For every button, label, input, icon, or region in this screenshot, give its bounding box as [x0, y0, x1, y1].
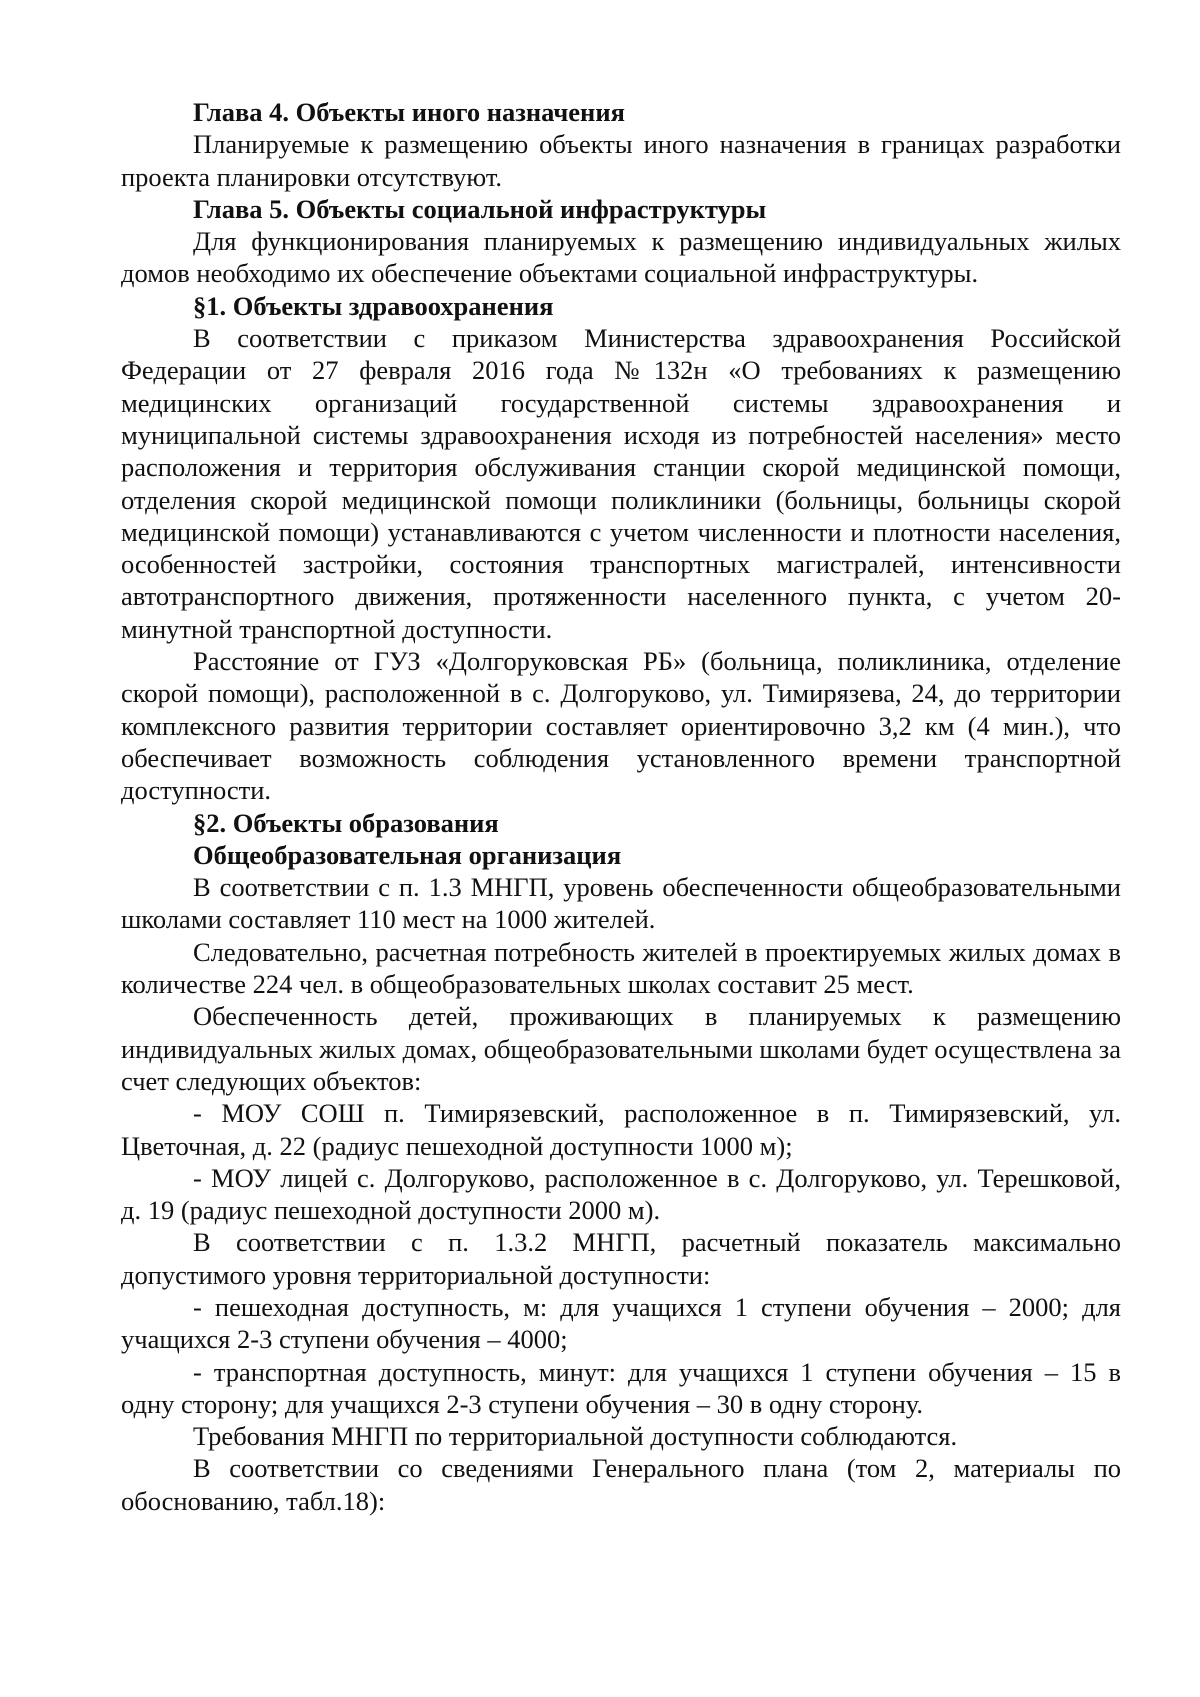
- subsection-heading: Общеобразовательная организация: [193, 839, 622, 870]
- section-1-paragraph-2: Расстояние от ГУЗ «Долгоруковская РБ» (больница, поликлиника, отделение скорой помощи), расположенной в с. Долгоруково, ул. Тимирязева, 24, до территории комплексного развития территории составляет ориентировочно 3,2 км (4 мин.), что обеспечивает возможность соблюдения установленного времени транспортной доступности.: [121, 646, 1121, 806]
- document-body: [121, 96, 1121, 1517]
- list-item-walking-access: - пешеходная доступность, м: для учащихся 1 ступени обучения – 2000; для учащихся 2-3 ступени обучения – 4000;: [121, 1291, 1121, 1355]
- chapter-5-heading: Глава 5. Объекты социальной инфраструктуры: [193, 193, 767, 224]
- section-1-paragraph-1: В соответствии с приказом Министерства здравоохранения Российской Федерации от 27 февраля 2016 года №132н «О требованиях к размещению медицинских организаций государственной системы здравоохранения и муниципальной системы здравоохранения исходя из потребностей населения» место расположения и территория обслуживания станции скорой медицинской помощи, отделения скорой медицинской помощи поликлиники (больницы, больницы скорой медицинской помощи) устанавливаются с учетом численности и плотности населения, особенностей застройки, состояния транспортных магистралей, интенсивности автотранспортного движения, протяженности населенного пункта, с учетом 20-минутной транспортной доступности.: [121, 323, 1121, 644]
- section-2-paragraph-4: В соответствии с п. 1.3.2 МНГП, расчетный показатель максимально допустимого уровня территориальной доступности:: [121, 1227, 1121, 1290]
- section-2-paragraph-6: В соответствии со сведениями Генерального плана (том 2, материалы по обоснованию, табл.18):: [121, 1453, 1121, 1516]
- section-2-paragraph-1: В соответствии с п. 1.3 МНГП, уровень обеспеченности общеобразовательными школами составляет 110 мест на 1000 жителей.: [121, 872, 1121, 935]
- list-item-school-1: - МОУ СОШ п. Тимирязевский, расположенное в п. Тимирязевский, ул. Цветочная, д. 22 (радиус пешеходной доступности 1000 м);: [121, 1098, 1121, 1161]
- list-item-transport-access: - транспортная доступность, минут: для учащихся 1 ступени обучения – 15 в одну сторону; для учащихся 2-3 ступени обучения – 30 в одну сторону.: [121, 1356, 1121, 1419]
- list-item-school-2: - МОУ лицей с. Долгоруково, расположенное в с. Долгоруково, ул. Терешковой, д. 19 (радиус пешеходной доступности 2000 м).: [121, 1162, 1121, 1226]
- section-2-heading: §2. Объекты образования: [193, 807, 499, 838]
- section-2-paragraph-5: Требования МНГП по территориальной доступности соблюдаются.: [193, 1421, 958, 1452]
- chapter-5-paragraph: Для функционирования планируемых к размещению индивидуальных жилых домов необходимо их обеспечение объектами социальной инфраструктуры.: [121, 226, 1121, 289]
- chapter-4-paragraph: Планируемые к размещению объекты иного назначения в границах разработки проекта планировки отсутствуют.: [121, 129, 1121, 192]
- section-1-heading: §1. Объекты здравоохранения: [193, 290, 554, 321]
- chapter-4-heading: Глава 4. Объекты иного назначения: [193, 97, 625, 127]
- section-2-paragraph-3: Обеспеченность детей, проживающих в планируемых к размещению индивидуальных жилых домах, общеобразовательными школами будет осуществлена за счет следующих объектов:: [121, 1001, 1121, 1096]
- section-2-paragraph-2: Следовательно, расчетная потребность жителей в проектируемых жилых домах в количестве 224 чел. в общеобразовательных школах составит 25 мест.: [121, 936, 1121, 1000]
